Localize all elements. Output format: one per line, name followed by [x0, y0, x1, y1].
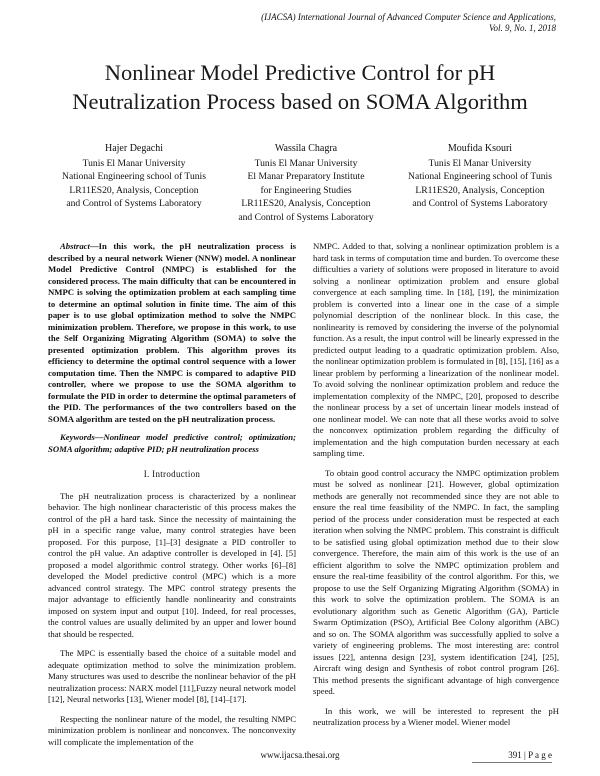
author-affiliation: Tunis El Manar University — [254, 157, 358, 169]
keywords-label: Keywords — [60, 432, 95, 442]
author-affiliation: El Manar Preparatory Institute — [247, 171, 365, 182]
author-3 — [394, 142, 566, 211]
paper-title — [40, 58, 560, 116]
author-affiliation: National Engineering school of Tunis — [408, 171, 552, 182]
keywords — [48, 432, 296, 455]
author-name: Wassila Chagra — [274, 143, 338, 154]
body-paragraph: To obtain good control accuracy the NMPC optimization problem must be solved as nonlinear [21]. However, global optimization methods are generally not recommended since they are not able to ensure the real time feasibility of the NMPC. In fact, the sampling period of the process under consideration must be respected at each iteration when solving the NMPC problem. This constraint is difficult to be satisfied using global optimization method due to their slow convergence. Therefore, the main aim of this work is the use of an efficient algorithm to solve the NMPC optimization problem and ensure the real-time feasibility of the control algorithm. For this, we propose to use the Self Organizing Migrating Algorithm (SOMA) in this work to solve the optimization problem. The SOMA is an evolutionary algorithm such as Genetic Algorithm (GA), Particle Swarm Optimization (PSO), Artificial Bee Colony algorithm (ABC) and so on. The SOMA algorithm was successfully applied to solve a variety of engineering problems. The most interesting are: control issues [22], antenna design [23], system identification [24], [25], Aircraft wing design and Synthesis of robot control program [26]. This method presents the significant advantage of high convergence speed. — [313, 467, 559, 696]
footer-url: www.ijacsa.thesai.org — [260, 750, 340, 760]
author-affiliation: for Engineering Studies — [260, 184, 352, 196]
journal-header — [261, 12, 556, 34]
abstract — [48, 241, 296, 425]
title-line-1: Nonlinear Model Predictive Control for pH — [104, 60, 496, 85]
keywords-text: —Nonlinear model predictive control; optimization; SOMA algorithm; adaptive PID; pH neutralization process — [48, 432, 296, 454]
body-paragraph: NMPC. Added to that, solving a nonlinear optimization problem is a hard task in terms of computation time and burden. To overcome these difficulties a variety of solutions were proposed in literature to avoid solving a nonlinear optimization problem and ensure global convergence at each sampling time. In [18], [19], the minimization problem is converted into a linear one in the case of a simple polynomial description of the nonlinear block. In this case, the nonlinearity is removed by considering the inverse of the polynomial function. As a result, the input control will be linearly expressed in the predicted output leading to a quadratic optimization problem. Also, the nonlinear optimization problem is formulated in [8], [15], [16] as a linear problem by performing a linearization of the nonlinear model. To avoid solving the nonlinear optimization problem and reduce the implementation complexity of the NMPC, [20], proposed to describe the nonlinear process by a set of uncertain linear models instead of one nonlinear model. We can note that all these works avoid to solve the nonconvex optimization problem regarding the difficulty of implementation and the high computation burden necessary at each sampling time. — [313, 241, 559, 458]
title-line-2: Neutralization Process based on SOMA Algorithm — [72, 89, 528, 114]
body-paragraph: The MPC is essentially based the choice of a suitable model and adequate optimization method to solve the minimization problem. Many structures was used to describe the nonlinear behavior of the pH neutralization process: NARX model [11],Fuzzy neural network model [12], Neural networks [13], Wiener model [8], [14]–[17]. — [48, 648, 296, 704]
journal-line-2: Vol. 9, No. 1, 2018 — [488, 23, 556, 33]
author-name: Moufida Ksouri — [447, 143, 513, 154]
right-column — [313, 241, 559, 729]
body-paragraph: Respecting the nonlinear nature of the model, the resulting NMPC minimization problem is nonlinear and nonconvex. The nonconvexity will complicate the implementation of the — [48, 713, 296, 747]
abstract-label: Abstract — [60, 241, 90, 251]
author-affiliation: National Engineering school of Tunis — [62, 171, 206, 182]
journal-line-1: (IJACSA) International Journal of Advanced Computer Science and Applications, — [261, 12, 556, 22]
author-affiliation: and Control of Systems Laboratory — [238, 211, 374, 223]
footer-divider — [472, 762, 552, 763]
author-2 — [218, 142, 394, 224]
body-paragraph: The pH neutralization process is characterized by a nonlinear behavior. The high nonlinear characteristic of this process makes the control of the pH a hard task. Since the necessity of maintaining the pH in a specific range value, many control strategies have been proposed. For this purpose, [1]–[3] designate a PID controller to control the pH value. An adaptive controller is developed in [4]. [5] proposed a model algorithmic control strategy. Other works [6]–[8] developed the Model predictive control (MPC) which is a more advanced control strategy. The MPC control strategy presents the major advantage to efficiently handle nonlinearity and constraints imposed on system input and output [10]. Indeed, for real processes, the control values are usually delimited by an upper and lower bound that should be respected. — [48, 490, 296, 639]
section-heading: I. Introduction — [143, 469, 201, 479]
author-affiliation: LR11ES20, Analysis, Conception — [415, 184, 545, 196]
body-paragraph: In this work, we will be interested to represent the pH neutralization process by a Wiener model. Wiener model — [313, 705, 559, 727]
left-column — [48, 241, 296, 748]
author-affiliation: Tunis El Manar University — [82, 157, 186, 169]
author-1 — [48, 142, 220, 211]
author-affiliation: LR11ES20, Analysis, Conception — [241, 198, 371, 209]
abstract-text: —In this work, the pH neutralization process is described by a neural network Wiener (NNW) model. A nonlinear Model Predictive Control (NMPC) is established for the considered process. The main difficulty that can be encountered in NMPC is solving the optimization problem at each sampling time to determine an optimal solution in finite time. The aim of this paper is to use global optimization method to solve the NMPC minimization problem. Therefore, we propose in this work, to use the Self Organizing Migrating Algorithm (SOMA) to solve the presented optimization problem. This algorithm proves its efficiency to determine the optimal control sequence with a lower computation time. Then the NMPC is compared to adaptive PID controller, where we propose to use the SOMA algorithm to formulate the PID in order to determine the optimal parameters of the PID. The performances of the two controllers based on the SOMA algorithm are tested on the pH neutralization process. — [48, 241, 296, 424]
footer-page-number: 391 | P a g e — [508, 750, 552, 760]
author-block — [48, 142, 556, 252]
author-name: Hajer Degachi — [104, 143, 164, 154]
author-affiliation: LR11ES20, Analysis, Conception — [69, 184, 199, 196]
author-affiliation: Tunis El Manar University — [428, 157, 532, 169]
author-affiliation: and Control of Systems Laboratory — [66, 198, 202, 209]
author-affiliation: and Control of Systems Laboratory — [412, 198, 548, 209]
